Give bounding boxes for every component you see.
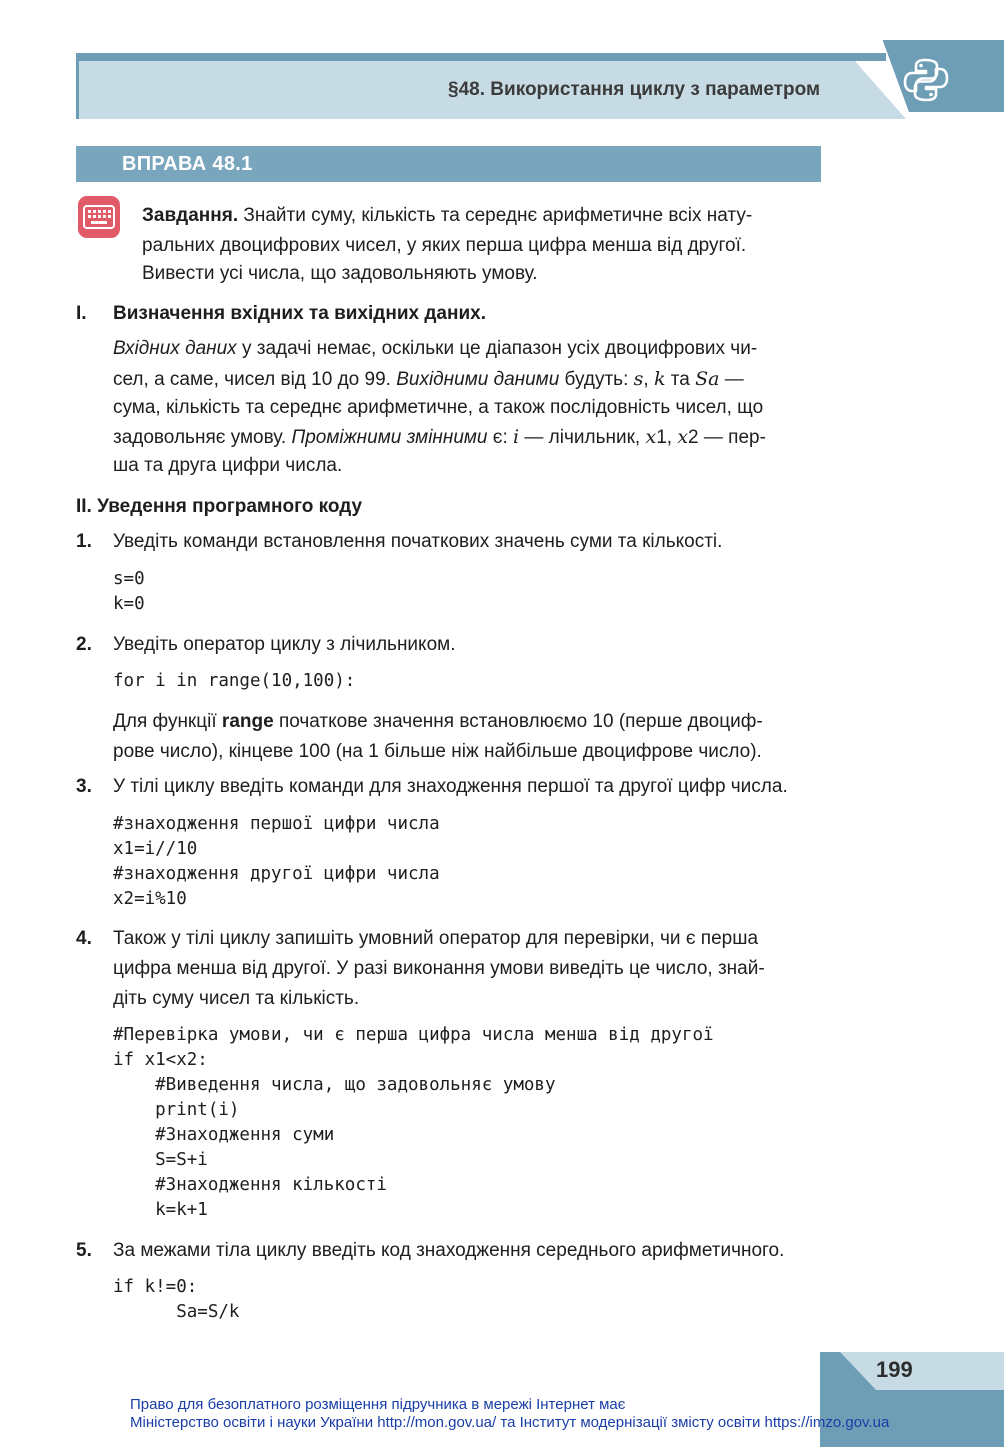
task-line-2: ральних двоцифрових чисел, у яких перша цифра менша від другої.	[142, 235, 747, 256]
section-1-line-3: сума, кількість та середнє арифметичне, а також послідовність чисел, що	[113, 397, 764, 418]
step-2-code-line: for i in range(10,100):	[113, 671, 356, 691]
step-4-text-line-2: цифра менша від другої. У разі виконання умови виведіть це число, знай-	[113, 958, 765, 979]
step-3-text: У тілі циклу введіть команди для знаходження першої та другої цифр числа.	[113, 776, 788, 797]
step-4-text-line-1: Також у тілі циклу запишіть умовний оператор для перевірки, чи є перша	[113, 928, 759, 949]
step-5-code-line: Sa=S/k	[113, 1302, 240, 1322]
step-4-number: 4.	[76, 928, 92, 949]
step-4-code-line: S=S+i	[113, 1150, 208, 1170]
step-2-number: 2.	[76, 634, 92, 655]
step-4-code-line: k=k+1	[113, 1200, 208, 1220]
step-4-code-line: #Перевірка умови, чи є перша цифра числа менша від другої	[113, 1025, 714, 1045]
step-1-number: 1.	[76, 531, 92, 552]
python-logo-icon	[902, 56, 950, 104]
step-4-code-line: print(i)	[113, 1100, 240, 1120]
step-1-code-line: s=0	[113, 569, 145, 589]
section-1-line-1: Вхідних даних у задачі немає, оскільки це діапазон усіх двоцифрових чи-	[113, 338, 758, 359]
step-3-code-line: x2=i%10	[113, 889, 187, 909]
section-1-heading: Визначення вхідних та вихідних даних.	[113, 303, 486, 324]
header-left-rule	[76, 53, 79, 119]
step-2-text: Уведіть оператор циклу з лічильником.	[113, 634, 456, 655]
section-1-line-5: ша та друга цифри числа.	[113, 455, 343, 476]
task-line-1: Завдання. Знайти суму, кількість та середнє арифметичне всіх нату-	[142, 205, 753, 226]
step-3-code-line: #знаходження першої цифри числа	[113, 814, 440, 834]
step-1-text: Уведіть команди встановлення початкових значень суми та кількості.	[113, 531, 723, 552]
footer-line-1: Право для безоплатного розміщення підручника в мережі Інтернет має	[130, 1396, 626, 1413]
step-3-code-line: #знаходження другої цифри числа	[113, 864, 440, 884]
section-1-line-4: задовольняє умову. Проміжними змінними є: i — лічильник, x1, x2 — пер-	[113, 426, 766, 448]
step-5-text: За межами тіла циклу введіть код знаходження середнього арифметичного.	[113, 1240, 785, 1261]
section-2-heading: II. Уведення програмного коду	[76, 496, 363, 517]
step-5-code-line: if k!=0:	[113, 1277, 198, 1297]
step-4-code-line: #Знаходження суми	[113, 1125, 335, 1145]
section-title: §48. Використання циклу з параметром	[448, 79, 820, 100]
step-4-text-line-3: діть суму чисел та кількість.	[113, 988, 360, 1009]
step-3-number: 3.	[76, 776, 92, 797]
header-top-stripe	[76, 53, 886, 61]
section-1-number: I.	[76, 303, 87, 324]
step-2-note-line-1: Для функції range початкове значення встановлюємо 10 (перше двоциф-	[113, 711, 763, 732]
step-3-code-line: x1=i//10	[113, 839, 198, 859]
task-line-3: Вивести усі числа, що задовольняють умову.	[142, 263, 538, 284]
step-5-number: 5.	[76, 1240, 92, 1261]
step-4-code-line: #Виведення числа, що задовольняє умову	[113, 1075, 556, 1095]
page-number: 199	[876, 1357, 913, 1382]
keyboard-icon	[78, 196, 120, 238]
section-1-line-2: сел, а саме, чисел від 10 до 99. Вихідними даними будуть: s, k та Sa —	[113, 368, 744, 390]
footer-line-2: Міністерство освіти і науки України http://mon.gov.ua/ та Інститут модернізації змісту освіти https://imzo.gov.ua	[130, 1414, 890, 1431]
exercise-banner: ВПРАВА 48.1	[76, 146, 821, 182]
step-4-code-line: #Знаходження кількості	[113, 1175, 387, 1195]
step-1-code-line: k=0	[113, 594, 145, 614]
step-2-note-line-2: рове число), кінцеве 100 (на 1 більше ніж найбільше двоцифрове число).	[113, 741, 762, 762]
step-4-code-line: if x1<x2:	[113, 1050, 208, 1070]
